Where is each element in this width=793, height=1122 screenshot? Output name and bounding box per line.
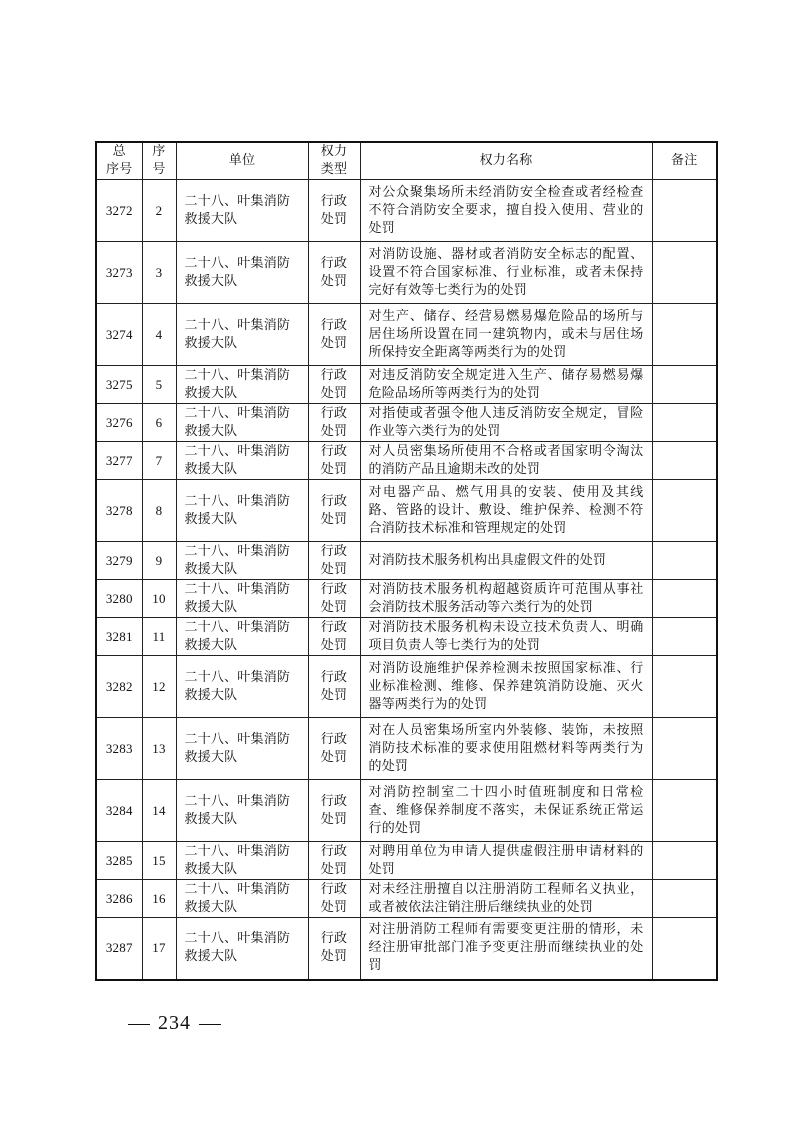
- total-seq-cell: 3281: [96, 618, 142, 656]
- power-type-cell: 行政处罚: [308, 580, 360, 618]
- total-seq-cell: 3283: [96, 718, 142, 780]
- total-seq-cell: 3272: [96, 180, 142, 242]
- seq-cell: 9: [142, 542, 176, 580]
- note-cell: [652, 404, 717, 442]
- power-name-cell: 对指使或者强令他人违反消防安全规定，冒险作业等六类行为的处罚: [360, 404, 652, 442]
- seq-cell: 17: [142, 918, 176, 980]
- unit-cell: 二十八、叶集消防救援大队: [176, 242, 308, 304]
- power-type-cell: 行政处罚: [308, 880, 360, 918]
- footer-dash-left: [128, 1024, 150, 1025]
- power-name-cell: 对消防技术服务机构未设立技术负责人、明确项目负责人等七类行为的处罚: [360, 618, 652, 656]
- table-header-row: [96, 142, 717, 180]
- page-number-footer: [120, 1012, 229, 1035]
- table-row: [96, 180, 717, 242]
- seq-cell: 14: [142, 780, 176, 842]
- power-name-cell: 对消防技术服务机构出具虚假文件的处罚: [360, 542, 652, 580]
- power-type-cell: 行政处罚: [308, 842, 360, 880]
- note-cell: [652, 918, 717, 980]
- unit-cell: 二十八、叶集消防救援大队: [176, 480, 308, 542]
- total-seq-cell: 3273: [96, 242, 142, 304]
- power-name-cell: 对人员密集场所使用不合格或者国家明令淘汰的消防产品且逾期未改的处罚: [360, 442, 652, 480]
- header-power-type: 权力 类型: [308, 142, 360, 180]
- total-seq-cell: 3284: [96, 780, 142, 842]
- total-seq-cell: 3285: [96, 842, 142, 880]
- unit-cell: 二十八、叶集消防救援大队: [176, 880, 308, 918]
- power-name-cell: 对消防技术服务机构超越资质许可范围从事社会消防技术服务活动等六类行为的处罚: [360, 580, 652, 618]
- page-number: 234: [158, 1012, 191, 1034]
- header-note: 备注: [652, 142, 717, 180]
- table-row: [96, 304, 717, 366]
- total-seq-cell: 3286: [96, 880, 142, 918]
- power-name-cell: 对公众聚集场所未经消防安全检查或者经检查不符合消防安全要求，擅自投入使用、营业的处罚: [360, 180, 652, 242]
- power-type-cell: 行政处罚: [308, 242, 360, 304]
- seq-cell: 4: [142, 304, 176, 366]
- power-name-cell: 对注册消防工程师有需要变更注册的情形，未经注册审批部门准予变更注册而继续执业的处罚: [360, 918, 652, 980]
- power-name-cell: 对在人员密集场所室内外装修、装饰，未按照消防技术标准的要求使用阻燃材料等两类行为的处罚: [360, 718, 652, 780]
- power-type-cell: 行政处罚: [308, 918, 360, 980]
- power-type-cell: 行政处罚: [308, 480, 360, 542]
- total-seq-cell: 3282: [96, 656, 142, 718]
- table-row: [96, 404, 717, 442]
- unit-cell: 二十八、叶集消防救援大队: [176, 656, 308, 718]
- seq-cell: 15: [142, 842, 176, 880]
- note-cell: [652, 442, 717, 480]
- unit-cell: 二十八、叶集消防救援大队: [176, 542, 308, 580]
- power-name-cell: 对违反消防安全规定进入生产、储存易燃易爆危险品场所等两类行为的处罚: [360, 366, 652, 404]
- power-type-cell: 行政处罚: [308, 656, 360, 718]
- note-cell: [652, 618, 717, 656]
- power-type-cell: 行政处罚: [308, 180, 360, 242]
- table-row: [96, 780, 717, 842]
- power-list-table-wrapper: [95, 141, 716, 981]
- table-row: [96, 480, 717, 542]
- seq-cell: 7: [142, 442, 176, 480]
- total-seq-cell: 3280: [96, 580, 142, 618]
- table-row: [96, 242, 717, 304]
- total-seq-cell: 3277: [96, 442, 142, 480]
- table-row: [96, 880, 717, 918]
- footer-dash-right: [199, 1024, 221, 1025]
- power-type-cell: 行政处罚: [308, 542, 360, 580]
- unit-cell: 二十八、叶集消防救援大队: [176, 780, 308, 842]
- unit-cell: 二十八、叶集消防救援大队: [176, 304, 308, 366]
- unit-cell: 二十八、叶集消防救援大队: [176, 618, 308, 656]
- power-name-cell: 对消防设施维护保养检测未按照国家标准、行业标准检测、维修、保养建筑消防设施、灭火器等两类行为的处罚: [360, 656, 652, 718]
- power-name-cell: 对聘用单位为申请人提供虚假注册申请材料的处罚: [360, 842, 652, 880]
- header-seq: 序 号: [142, 142, 176, 180]
- note-cell: [652, 542, 717, 580]
- power-type-cell: 行政处罚: [308, 366, 360, 404]
- seq-cell: 11: [142, 618, 176, 656]
- table-row: [96, 918, 717, 980]
- total-seq-cell: 3276: [96, 404, 142, 442]
- total-seq-cell: 3275: [96, 366, 142, 404]
- note-cell: [652, 780, 717, 842]
- total-seq-cell: 3287: [96, 918, 142, 980]
- note-cell: [652, 366, 717, 404]
- power-type-cell: 行政处罚: [308, 780, 360, 842]
- table-row: [96, 542, 717, 580]
- power-type-cell: 行政处罚: [308, 618, 360, 656]
- unit-cell: 二十八、叶集消防救援大队: [176, 718, 308, 780]
- power-name-cell: 对未经注册擅自以注册消防工程师名义执业，或者被依法注销注册后继续执业的处罚: [360, 880, 652, 918]
- seq-cell: 13: [142, 718, 176, 780]
- note-cell: [652, 580, 717, 618]
- note-cell: [652, 656, 717, 718]
- table-row: [96, 442, 717, 480]
- note-cell: [652, 180, 717, 242]
- seq-cell: 16: [142, 880, 176, 918]
- note-cell: [652, 304, 717, 366]
- note-cell: [652, 242, 717, 304]
- unit-cell: 二十八、叶集消防救援大队: [176, 842, 308, 880]
- note-cell: [652, 880, 717, 918]
- note-cell: [652, 842, 717, 880]
- seq-cell: 6: [142, 404, 176, 442]
- header-power-name: 权力名称: [360, 142, 652, 180]
- table-row: [96, 656, 717, 718]
- power-name-cell: 对生产、储存、经营易燃易爆危险品的场所与居住场所设置在同一建筑物内，或未与居住场所保持安全距离等两类行为的处罚: [360, 304, 652, 366]
- seq-cell: 12: [142, 656, 176, 718]
- unit-cell: 二十八、叶集消防救援大队: [176, 180, 308, 242]
- header-total-seq: 总 序号: [96, 142, 142, 180]
- total-seq-cell: 3274: [96, 304, 142, 366]
- total-seq-cell: 3278: [96, 480, 142, 542]
- unit-cell: 二十八、叶集消防救援大队: [176, 580, 308, 618]
- seq-cell: 2: [142, 180, 176, 242]
- total-seq-cell: 3279: [96, 542, 142, 580]
- power-name-cell: 对电器产品、燃气用具的安装、使用及其线路、管路的设计、敷设、维护保养、检测不符合消防技术标准和管理规定的处罚: [360, 480, 652, 542]
- note-cell: [652, 480, 717, 542]
- table-row: [96, 580, 717, 618]
- power-name-cell: 对消防控制室二十四小时值班制度和日常检查、维修保养制度不落实，未保证系统正常运行的处罚: [360, 780, 652, 842]
- power-name-cell: 对消防设施、器材或者消防安全标志的配置、设置不符合国家标准、行业标准，或者未保持完好有效等七类行为的处罚: [360, 242, 652, 304]
- power-type-cell: 行政处罚: [308, 442, 360, 480]
- unit-cell: 二十八、叶集消防救援大队: [176, 366, 308, 404]
- power-type-cell: 行政处罚: [308, 718, 360, 780]
- table-row: [96, 842, 717, 880]
- unit-cell: 二十八、叶集消防救援大队: [176, 404, 308, 442]
- unit-cell: 二十八、叶集消防救援大队: [176, 918, 308, 980]
- table-row: [96, 718, 717, 780]
- power-type-cell: 行政处罚: [308, 404, 360, 442]
- seq-cell: 5: [142, 366, 176, 404]
- seq-cell: 8: [142, 480, 176, 542]
- seq-cell: 3: [142, 242, 176, 304]
- power-list-table: [95, 141, 718, 981]
- seq-cell: 10: [142, 580, 176, 618]
- note-cell: [652, 718, 717, 780]
- table-row: [96, 366, 717, 404]
- power-type-cell: 行政处罚: [308, 304, 360, 366]
- unit-cell: 二十八、叶集消防救援大队: [176, 442, 308, 480]
- header-unit: 单位: [176, 142, 308, 180]
- table-row: [96, 618, 717, 656]
